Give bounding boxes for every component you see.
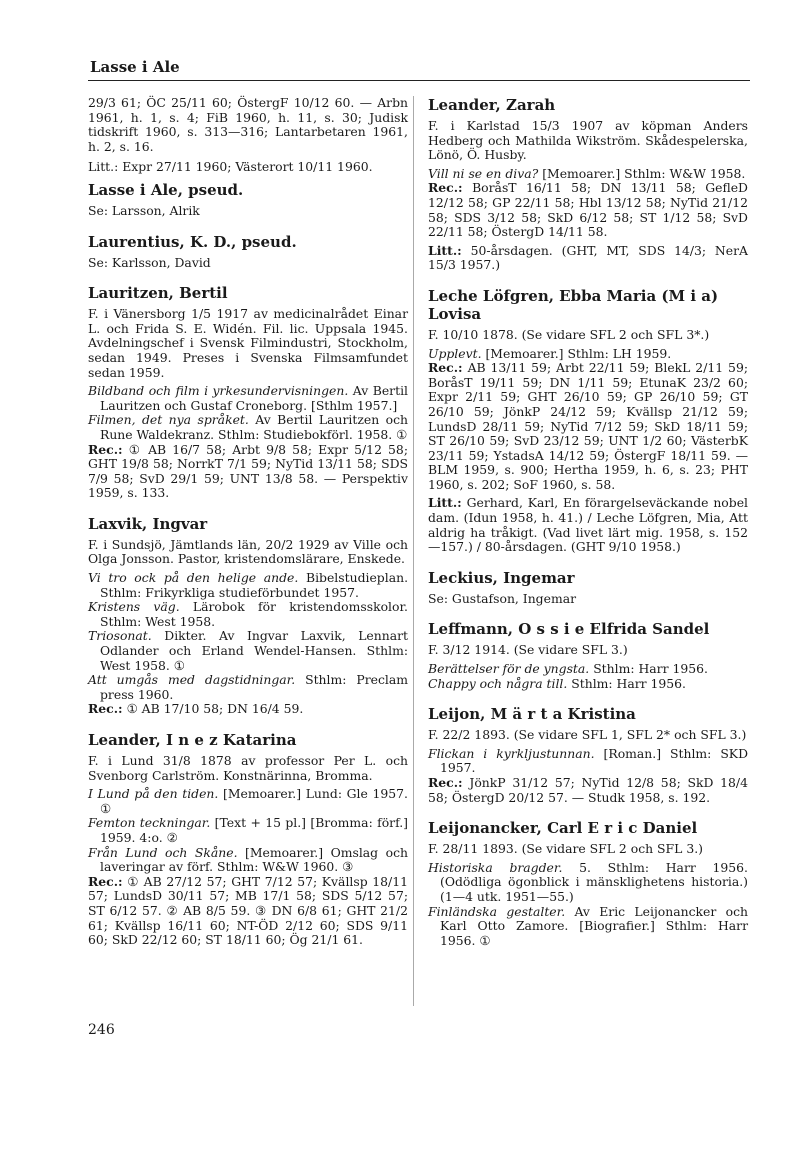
- work-details: Bibelstudieplan. Sthlm: Frikyrkliga studieförbundet 1957.: [100, 570, 409, 600]
- work-details: Sthlm: Harr 1956.: [589, 661, 708, 677]
- continuation-litt: Litt.: Expr 27/11 1960; Västerort 10/11 1960.: [88, 159, 373, 175]
- bibliography-entry: [428, 620, 748, 691]
- entry-title: Leckius, Ingemar: [428, 568, 575, 587]
- work-item: [428, 167, 748, 182]
- work-item: [88, 384, 408, 413]
- reviews-text: ① AB 16/7 58; Arbt 9/8 58; Expr 5/12 58; GHT 19/8 58; NorrkT 7/1 59; NyTid 13/11 58; SDS 7/9 58; SvD 29/1 59; UNT 13/8 58. — Perspektiv 1959, s. 133.: [88, 441, 408, 501]
- entry-title: Leche Löfgren, Ebba Maria (M i a) Lovisa: [428, 286, 719, 323]
- reviews-text: BoråsT 16/11 58; DN 13/11 58; GefleD 12/12 58; GP 22/11 58; Hbl 13/12 58; NyTid 21/12 58; SDS 3/12 58; SkD 6/12 58; ST 1/12 58; SvD 22/11 58; ÖstergD 14/11 58.: [428, 180, 748, 240]
- column-divider: [413, 96, 414, 1006]
- work-title: Kristens väg.: [88, 599, 180, 615]
- right-entries: [428, 96, 748, 948]
- work-title: Chappy och några till.: [428, 675, 568, 691]
- reviews: [88, 443, 408, 501]
- entry-title: Leffmann, O s s i e Elfrida Sandel: [428, 620, 710, 639]
- bibliography-entry: [428, 287, 748, 555]
- bibliography-entry: [88, 731, 408, 948]
- entry-title: Leijonancker, Carl E r i c Daniel: [428, 819, 698, 838]
- work-title: Att umgås med dagstidningar.: [88, 672, 296, 688]
- running-head: Lasse i Ale: [90, 58, 180, 76]
- entry-paragraph: F. i Vänersborg 1/5 1917 av medicinalrådet Einar L. och Frida S. E. Widén. Fil. lic. Uppsala 1945. Avdelningschef i Svensk Filmindustri, Stockholm, sedan 1949. Preses i Svenska Filmsamfundet sedan 1959.: [88, 306, 408, 380]
- bibliography-entry: [88, 181, 408, 219]
- work-details: [Memoarer.] Sthlm: LH 1959.: [481, 345, 672, 361]
- entry-title: Lasse i Ale, pseud.: [88, 180, 244, 199]
- reviews-label: Rec.:: [88, 441, 123, 457]
- literature-label: Litt.:: [428, 495, 462, 511]
- entry-paragraph: F. 28/11 1893. (Se vidare SFL 2 och SFL 3.): [428, 841, 703, 857]
- work-title: Från Lund och Skåne.: [88, 844, 238, 860]
- work-item: [88, 629, 408, 673]
- work-title: Berättelser för de yngsta.: [428, 661, 590, 677]
- work-details: Av Bertil Lauritzen och Rune Waldekranz. Sthlm: Studiebokförl. 1958. ①: [100, 412, 408, 442]
- bibliography-entry: [428, 96, 748, 273]
- entry-paragraph: F. 10/10 1878. (Se vidare SFL 2 och SFL 3*.): [428, 326, 710, 342]
- work-details: [Memoarer.] Sthlm: W&W 1958.: [538, 165, 746, 181]
- page-number: 246: [88, 1022, 115, 1038]
- header-rule: [88, 80, 750, 81]
- work-item: [428, 747, 748, 776]
- continuation-rec: 29/3 61; ÖC 25/11 60; ÖstergF 10/12 60. — Arbn 1961, h. 1, s. 4; FiB 1960, h. 11, s. 30; Judisk tidskrift 1960, s. 313—316; Lantarbetaren 1961, h. 2, s. 16.: [88, 95, 408, 154]
- work-title: Filmen, det nya språket.: [88, 412, 249, 428]
- work-details: Av Eric Leijonancker och Karl Otto Zamore. [Biografier.] Sthlm: Harr 1956. ①: [440, 903, 748, 948]
- work-title: Triosonat.: [88, 628, 152, 644]
- right-column: [428, 96, 748, 959]
- reviews: [88, 875, 408, 948]
- work-item: [88, 816, 408, 845]
- work-item: [88, 571, 408, 600]
- entry-paragraph: F. 22/2 1893. (Se vidare SFL 1, SFL 2* och SFL 3.): [428, 727, 747, 743]
- work-title: Flickan i kyrkljustunnan.: [428, 745, 595, 761]
- work-item: [428, 347, 748, 362]
- work-details: [Roman.] Sthlm: SKD 1957.: [440, 745, 748, 776]
- reviews-text: ① AB 17/10 58; DN 16/4 59.: [126, 701, 304, 717]
- work-details: [Text + 15 pl.] [Bromma: förf.] 1959. 4:o. ②: [100, 815, 408, 845]
- entry-title: Laurentius, K. D., pseud.: [88, 232, 297, 251]
- reviews: [428, 776, 748, 805]
- entry-paragraph: F. 3/12 1914. (Se vidare SFL 3.): [428, 642, 628, 658]
- entry-title: Leander, Zarah: [428, 96, 556, 114]
- reviews: [428, 181, 748, 239]
- reviews-text: JönkP 31/12 57; NyTid 12/8 58; SkD 18/4 58; ÖstergD 20/12 57. — Studk 1958, s. 192.: [428, 775, 748, 805]
- entry-paragraph: F. i Lund 31/8 1878 av professor Per L. och Svenborg Carlström. Konstnärinna, Bromma.: [88, 753, 408, 783]
- literature: [428, 496, 748, 554]
- continuation-block: [88, 96, 408, 175]
- work-details: Dikter. Av Ingvar Laxvik, Lennart Odlander och Erland Wendel-Hansen. Sthlm: West 1958. ①: [100, 628, 408, 673]
- entry-paragraph: Se: Karlsson, David: [88, 254, 211, 270]
- work-item: [428, 861, 748, 905]
- left-column: [88, 96, 408, 959]
- bibliography-entry: [88, 233, 408, 271]
- entry-title: Leander, I n e z Katarina: [88, 731, 297, 749]
- work-details: Sthlm: Harr 1956.: [567, 675, 686, 691]
- work-title: Vill ni se en diva?: [428, 165, 539, 181]
- work-title: Femton teckningar.: [88, 815, 211, 831]
- work-title: I Lund på den tiden.: [88, 786, 219, 802]
- bibliography-entry: [428, 705, 748, 805]
- work-item: [88, 600, 408, 629]
- work-title: Vi tro ock på den helige ande.: [88, 570, 299, 586]
- literature-text: 50-årsdagen. (GHT, MT, SDS 14/3; NerA 15/3 1957.): [428, 242, 748, 273]
- work-title: Historiska bragder.: [428, 859, 563, 875]
- literature-text: Gerhard, Karl, En förargelseväckande nobel dam. (Idun 1958, h. 41.) / Leche Löfgren, Mia, Att aldrig ha tråkigt. (Vad livet lärt mig. 1958, s. 152—157.) / 80-årsdagen. (GHT 9/10 1958.): [428, 495, 748, 555]
- work-item: [88, 846, 408, 875]
- literature-label: Litt.:: [428, 242, 462, 258]
- reviews: [428, 361, 748, 492]
- entry-paragraph: Se: Gustafson, Ingemar: [428, 590, 576, 606]
- left-entries: [88, 181, 408, 948]
- reviews-label: Rec.:: [88, 701, 123, 717]
- work-details: Av Bertil Lauritzen och Gustaf Croneborg. [Sthlm 1957.]: [100, 383, 409, 413]
- work-details: Sthlm: Preclam press 1960.: [100, 672, 408, 702]
- work-item: [428, 905, 748, 949]
- work-details: Lärobok för kristendomsskolor. Sthlm: West 1958.: [100, 599, 408, 629]
- work-title: Bildband och film i yrkesundervisningen.: [88, 383, 349, 399]
- work-item: [428, 662, 748, 677]
- entry-title: Lauritzen, Bertil: [88, 284, 228, 303]
- work-item: [428, 677, 748, 692]
- reviews-label: Rec.:: [88, 873, 123, 889]
- bibliography-entry: [88, 284, 408, 501]
- entry-paragraph: F. i Sundsjö, Jämtlands län, 20/2 1929 av Ville och Olga Jonsson. Pastor, kristendomslärare, Enskede.: [88, 536, 408, 567]
- entry-title: Laxvik, Ingvar: [88, 514, 208, 533]
- reviews-label: Rec.:: [428, 360, 463, 376]
- bibliography-entry: [428, 819, 748, 948]
- entry-paragraph: Se: Larsson, Alrik: [88, 202, 200, 218]
- literature: [428, 244, 748, 273]
- entry-title: Leijon, M ä r t a Kristina: [428, 705, 636, 724]
- work-details: 5. Sthlm: Harr 1956. (Odödliga ögonblick i mänsklighetens historia.) (1—4 utk. 1951—55.): [440, 859, 748, 904]
- work-item: [88, 673, 408, 702]
- work-item: [88, 787, 408, 816]
- reviews-text: ① AB 27/12 57; GHT 7/12 57; Kvällsp 18/11 57; LundsD 30/11 57; MB 17/1 58; SDS 5/12 57; ST 6/12 57. ② AB 8/5 59. ③ DN 6/8 61; GHT 21/2 61; Kvällsp 16/11 60; NT-ÖD 2/12 60; SDS 9/11 60; SkD 22/12 60; ST 18/11 60; Ög 21/1 61.: [88, 873, 408, 948]
- reviews: [88, 702, 408, 717]
- entry-paragraph: F. i Karlstad 15/3 1907 av köpman Anders Hedberg och Mathilda Wikström. Skådespelerska, Lönö, Ö. Husby.: [428, 118, 748, 163]
- work-item: [88, 413, 408, 442]
- reviews-label: Rec.:: [428, 180, 463, 196]
- work-details: [Memoarer.] Lund: Gle 1957. ①: [100, 786, 408, 816]
- reviews-text: AB 13/11 59; Arbt 22/11 59; BlekL 2/11 59; BoråsT 19/11 59; DN 1/11 59; EtunaK 23/2 60; Expr 2/11 59; GHT 26/10 59; GP 26/10 59; GT 26/10 59; JönkP 24/12 59; Kvällsp 21/12 59; LundsD 28/11 59; NyTid 7/12 59; SkD 18/11 59; ST 26/10 59; SvD 23/12 59; UNT 1/2 60; VästerbK 23/11 59; YstadsA 14/12 59; ÖstergF 18/11 59. — BLM 1959, s. 900; Hertha 1959, h. 6, s. 23; PHT 1960, s. 202; SoF 1960, s. 58.: [428, 360, 748, 492]
- work-details: [Memoarer.] Omslag och laveringar av förf. Sthlm: W&W 1960. ③: [100, 844, 408, 875]
- bibliography-entry: [88, 515, 408, 717]
- work-title: Upplevt.: [428, 345, 482, 361]
- bibliography-entry: [428, 569, 748, 607]
- work-title: Finländska gestalter.: [428, 903, 566, 919]
- reviews-label: Rec.:: [428, 775, 463, 790]
